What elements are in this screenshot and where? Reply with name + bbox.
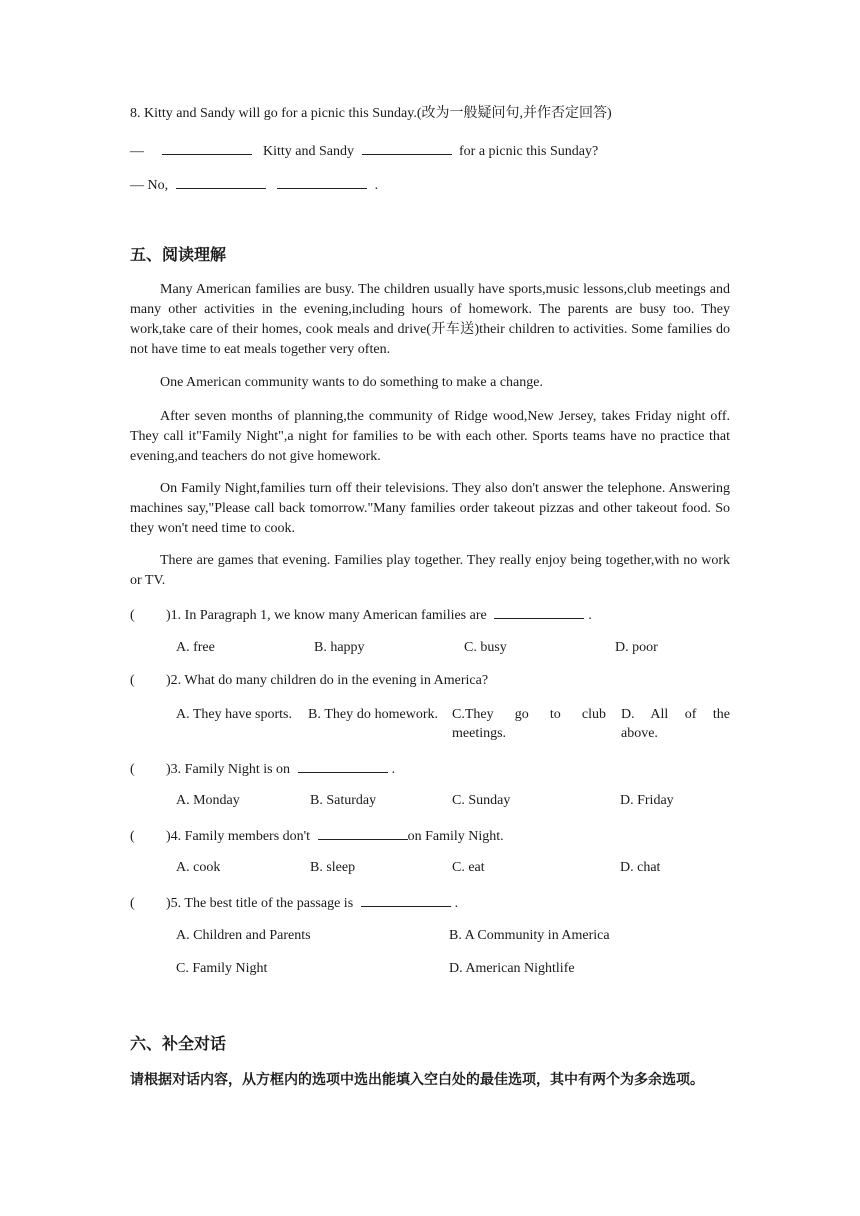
item8-answer-line: [130, 174, 378, 196]
answer-blank[interactable]: [362, 140, 452, 155]
question-2: [130, 671, 488, 691]
question-text: )4. Family members don't: [166, 829, 311, 844]
question-3: [130, 758, 395, 780]
section5-heading: 五、阅读理解: [130, 245, 227, 264]
item8-subject: Kitty and Sandy: [263, 144, 354, 159]
option-c[interactable]: C. Sunday: [452, 793, 511, 808]
question-1: [130, 604, 592, 626]
question-4: [130, 825, 504, 847]
option-b[interactable]: B. They do homework.: [308, 707, 438, 722]
option-b[interactable]: B. sleep: [310, 860, 356, 875]
question-tail: .: [391, 762, 396, 777]
option-b[interactable]: B. happy: [314, 640, 365, 655]
option-c[interactable]: C. Family Night: [176, 961, 268, 976]
answer-blank[interactable]: [298, 758, 388, 773]
question-text: )3. Family Night is on: [166, 762, 291, 777]
option-b[interactable]: B. Saturday: [310, 793, 377, 808]
option-d[interactable]: D. All of the above.: [621, 707, 730, 741]
answer-paren[interactable]: (: [130, 762, 135, 777]
option-a[interactable]: A. They have sports.: [176, 707, 292, 722]
passage-paragraph-1: Many American families are busy. The children usually have sports,music lessons,club meetings and many other activities in the evening,including hours of homework. The parents are busy too. They work,take care of their homes, cook meals and drive(开车送)their children to activities. Some families do not have time to eat meals together very often.: [130, 282, 730, 357]
option-d[interactable]: D. poor: [615, 640, 658, 655]
answer-blank[interactable]: [162, 140, 252, 155]
option-c[interactable]: C. busy: [464, 640, 507, 655]
item8-question-line: [130, 140, 598, 162]
option-d[interactable]: D. Friday: [620, 793, 674, 808]
item8-tail: for a picnic this Sunday?: [459, 144, 599, 159]
option-a[interactable]: A. free: [176, 640, 215, 655]
passage-paragraph-2: One American community wants to do something to make a change.: [160, 375, 543, 390]
answer-paren[interactable]: (: [130, 608, 135, 623]
question-text: )1. In Paragraph 1, we know many American families are: [166, 608, 487, 623]
period: .: [374, 178, 379, 193]
answer-paren[interactable]: (: [130, 829, 135, 844]
option-b[interactable]: B. A Community in America: [449, 928, 610, 943]
dash: —: [130, 144, 144, 159]
passage-paragraph-3: After seven months of planning,the community of Ridge wood,New Jersey, takes Friday night off. They call it"Family Night",a night for families to be with each other. Sports teams have no practice that evening,and teachers do not give homework.: [130, 409, 730, 464]
option-c[interactable]: C.They go to club meetings.: [452, 707, 606, 741]
option-a[interactable]: A. Monday: [176, 793, 240, 808]
answer-paren[interactable]: (: [130, 896, 135, 911]
answer-blank[interactable]: [176, 174, 266, 189]
question-text: )5. The best title of the passage is: [166, 896, 354, 911]
passage-paragraph-4: On Family Night,families turn off their televisions. They also don't answer the telephone. Answering machines say,"Please call back tomorrow."Many families order takeout pizzas and other takeout food. So they won't need time to cook.: [130, 481, 730, 536]
question-text: )2. What do many children do in the evening in America?: [166, 673, 489, 688]
answer-blank[interactable]: [361, 892, 451, 907]
option-d[interactable]: D. American Nightlife: [449, 961, 575, 976]
option-a[interactable]: A. cook: [176, 860, 221, 875]
option-a[interactable]: A. Children and Parents: [176, 928, 311, 943]
option-c[interactable]: C. eat: [452, 860, 485, 875]
question-5: [130, 892, 458, 914]
item8-no: — No,: [130, 178, 169, 193]
section6-heading: 六、补全对话: [130, 1034, 227, 1053]
answer-blank[interactable]: [277, 174, 367, 189]
answer-paren[interactable]: (: [130, 673, 135, 688]
question-tail: .: [588, 608, 592, 623]
answer-blank[interactable]: [494, 604, 584, 619]
answer-blank[interactable]: [318, 825, 408, 840]
passage-paragraph-5: There are games that evening. Families play together. They really enjoy being together,with no work or TV.: [130, 553, 730, 588]
question-tail: on Family Night.: [407, 829, 504, 844]
section6-instruction: 请根据对话内容，从方框内的选项中选出能填入空白处的最佳选项，其中有两个为多余选项。: [130, 1072, 704, 1088]
item8-prompt: 8. Kitty and Sandy will go for a picnic this Sunday.(改为一般疑问句,并作否定回答): [130, 106, 612, 121]
question-tail: .: [454, 896, 459, 911]
option-d[interactable]: D. chat: [620, 860, 661, 875]
